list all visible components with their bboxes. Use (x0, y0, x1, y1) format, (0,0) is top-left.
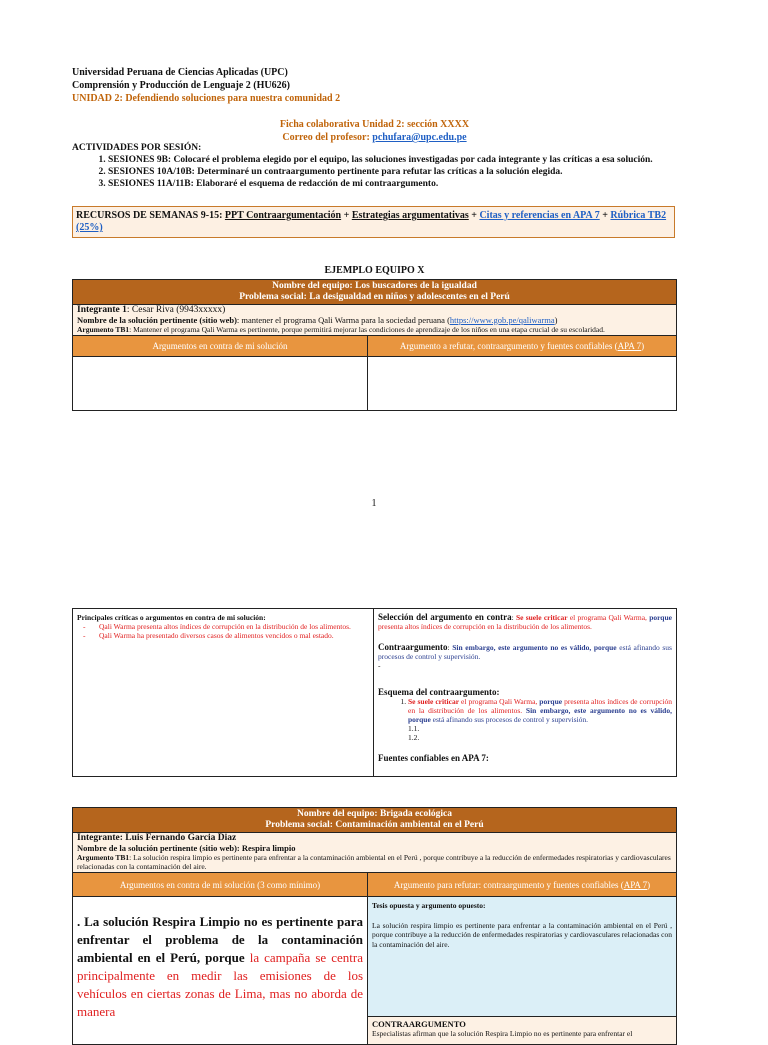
link-rubrica[interactable]: Rúbrica TB2 (25%) (76, 210, 667, 233)
criticism-table (72, 608, 677, 777)
esquema-counter-phrase: Sin embargo, este argumento no es válido, porque (408, 706, 672, 724)
esquema-list (378, 697, 672, 742)
tesis-cell (368, 897, 677, 1017)
contraargumento-label: Contraargumento (378, 642, 448, 652)
activities-list (72, 154, 677, 190)
contraargumento-text: Especialistas afirman que la solución Respira Limpio no es pertinente para enfrentar el (372, 1029, 633, 1038)
university-name: Universidad Peruana de Ciencias Aplicadas (UPC) (72, 67, 288, 78)
selection-phrase: Se suele criticar (515, 613, 568, 622)
criticism-list (77, 622, 369, 640)
team2-against-cell (73, 897, 368, 1045)
selection-text: el programa Qali Warma, (567, 613, 650, 622)
esquema-counter-text: está afinando sus procesos de control y supervisión. (430, 715, 589, 724)
solution-label: Nombre de la solución pertinente (sitio web) (77, 314, 237, 325)
team2-col-refute-header (368, 873, 677, 897)
team2-header (73, 808, 677, 833)
criticism-title: Principales críticas o argumentos en contra de mi solución: (77, 613, 266, 622)
esquema-section: Esquema del contraargumento: 1. Se suele criticar el programa Qali Warma, porque presenta altos índices de corrupción en la distribución de los alimentos. Sin embargo, este argumento no es válido, porque está afinando sus procesos de control y supervisión. 1.1. 1.2. (378, 688, 672, 742)
criticism-item: - Qali Warma presenta altos índices de corrupción en la distribución de los alimentos. (99, 622, 369, 631)
example-title: EJEMPLO EQUIPO X (324, 265, 425, 276)
tesis-label: Tesis opuesta y argumento opuesto: (372, 901, 486, 910)
team2-member: Integrante: Luis Fernando Garcia Diaz (77, 833, 237, 843)
contraargumento-title: CONTRAARGUMENTO (372, 1019, 466, 1029)
contraargumento-paragraph (378, 643, 672, 661)
team-header (73, 280, 677, 305)
tesis-text: La solución respira limpio es pertinente para enfrentar a la contaminación ambiental en el Perú , porque contribuye a la reducción de enfermedades respiratorias y cardiovasculares relacionadas con la contaminación del aire. (372, 920, 672, 949)
course-name: Comprensión y Producción de Lenguaje 2 (HU626) (72, 80, 290, 91)
criticism-item: - Qali Warma ha presentado diversos casos de alimentos vencidos o mal estado. (99, 631, 369, 640)
team2-col-against-header: Argumentos en contra de mi solución (3 como mínimo) (73, 873, 368, 897)
dash-line: - (378, 661, 381, 670)
example-team-table (72, 279, 677, 411)
against-reason: la campaña se centra principalmente en medir las emisiones de los vehículos en ciertas zonas de Lima, mas no aborda de manera (77, 950, 364, 1019)
link-apa7[interactable]: Citas y referencias en APA 7 (479, 210, 600, 221)
esquema-phrase: Se suele criticar (408, 697, 460, 706)
colon: : (447, 643, 453, 652)
tb1-label: Argumento TB1 (77, 325, 130, 334)
criticism-cell (73, 609, 374, 777)
team2-problem: Problema social: Contaminación ambiental en el Perú (265, 820, 484, 830)
porque-connector: porque (649, 613, 672, 622)
paren-close: ) (554, 314, 558, 325)
team2-name: Nombre del equipo: Brigada ecológica (297, 809, 452, 819)
tb1-label: Argumento TB1 (77, 853, 130, 862)
selection-paragraph (378, 613, 672, 631)
teacher-email-link[interactable]: pchufara@upc.edu.pe (372, 132, 467, 143)
paren-close: ) (641, 341, 645, 351)
against-cell[interactable] (73, 357, 368, 411)
apa7-link[interactable]: APA 7 (617, 341, 642, 351)
esquema-label: Esquema del contraargumento (378, 687, 497, 697)
activity-item: 1. SESIONES 9B: Colocaré el problema elegido por el equipo, las soluciones investigadas por cada integrante y las críticas a esa solución. (108, 154, 677, 166)
contraargumento-text: está afinando sus procesos de control y supervisión. (378, 643, 672, 661)
ficha-block (72, 118, 677, 144)
paren-close: ) (647, 879, 651, 890)
col-refute-label: Argumento para refutar: contraargumento y fuentes confiables ( (393, 879, 624, 890)
col-refute-header (368, 336, 677, 357)
ficha-title: Ficha colaborativa Unidad 2: sección XXXX (279, 119, 470, 130)
activities-section (72, 142, 677, 190)
member-name: : Cesar Riva (9943xxxxx) (126, 305, 226, 315)
resources-prefix: RECURSOS DE SEMANAS 9-15: (76, 210, 225, 221)
unit-title: UNIDAD 2: Defendiendo soluciones para nuestra comunidad 2 (72, 93, 341, 104)
esquema-item (408, 697, 672, 742)
team2-member-info (73, 833, 677, 873)
esquema-text-2: presenta altos índices de corrupción en la distribución de los alimentos. (408, 697, 672, 715)
activity-item: 2. SESIONES 10A/10B: Determinaré un contraargumento pertinente para refutar las críticas a la solución elegida. (108, 166, 677, 178)
col-refute-label: Argumento a refutar, contraargumento y fuentes confiables ( (399, 341, 618, 351)
contraargumento-phrase: Sin embargo, este argumento no es válido, porque (452, 643, 617, 652)
link-ppt-contraargumentacion[interactable]: PPT Contraargumentación (224, 210, 342, 221)
activity-item: 3. SESIONES 11A/11B: Elaboraré el esquema de redacción de mi contraargumento. (108, 178, 677, 190)
sub-item: 1.1. (408, 724, 420, 733)
solution-text: : mantener el programa Qali Warma para la sociedad peruana ( (236, 314, 450, 325)
qaliwarma-link[interactable]: https://www.gob.pe/qaliwarma (449, 314, 555, 325)
fuentes-label: Fuentes confiables en APA 7: (378, 753, 489, 763)
activities-title: ACTIVIDADES POR SESIÓN: (72, 143, 202, 153)
counterargument-cell (374, 609, 677, 777)
porque-connector: porque (539, 697, 563, 706)
member-label: Integrante 1 (77, 305, 127, 315)
email-label: Correo del profesor: (282, 132, 373, 143)
refute-cell[interactable] (368, 357, 677, 411)
plus-sign: + (341, 210, 352, 221)
contraargumento-cell (368, 1017, 677, 1045)
team2-solution: Nombre de la solución pertinente (sitio web): Respira limpio (77, 842, 296, 853)
apa7-link[interactable]: APA 7 (623, 879, 648, 890)
tb1-text: : Mantener el programa Qali Warma es pertinente, porque permitirá mejorar las condiciones de aprendizaje de los niños en una etapa crucial de su escolaridad. (129, 325, 605, 334)
document-header (72, 66, 340, 105)
member-info (73, 305, 677, 336)
plus-sign: + (468, 210, 480, 221)
col-against-header: Argumentos en contra de mi solución (73, 336, 368, 357)
resources-box (72, 206, 675, 238)
tb1-text: : La solución respira limpio es pertinente para enfrentar a la contaminación ambiental en el Perú , porque contribuye a la reducción de enfermedades respiratorias y cardiovasculares relacionadas con la contaminación del aire. (77, 853, 671, 871)
against-statement: . La solución Respira Limpio no es pertinente para enfrentar el problema de la contaminación ambiental en el Perú, porque (77, 914, 363, 965)
team2-table (72, 807, 677, 1045)
selection-text-2: presenta altos índices de corrupción en la distribución de los alimentos. (378, 622, 592, 631)
colon: : (511, 613, 516, 622)
link-estrategias[interactable]: Estrategias argumentativas (351, 210, 469, 221)
social-problem: Problema social: La desigualdad en niños y adolescentes en el Perú (239, 292, 510, 302)
team-name: Nombre del equipo: Los buscadores de la igualdad (272, 281, 477, 291)
selection-label: Selección del argumento en contra (378, 612, 512, 622)
esquema-text: el programa Qali Warma, (459, 697, 540, 706)
page-number: 1 (371, 498, 377, 509)
sub-item: 1.2. (408, 733, 420, 742)
plus-sign: + (599, 210, 611, 221)
